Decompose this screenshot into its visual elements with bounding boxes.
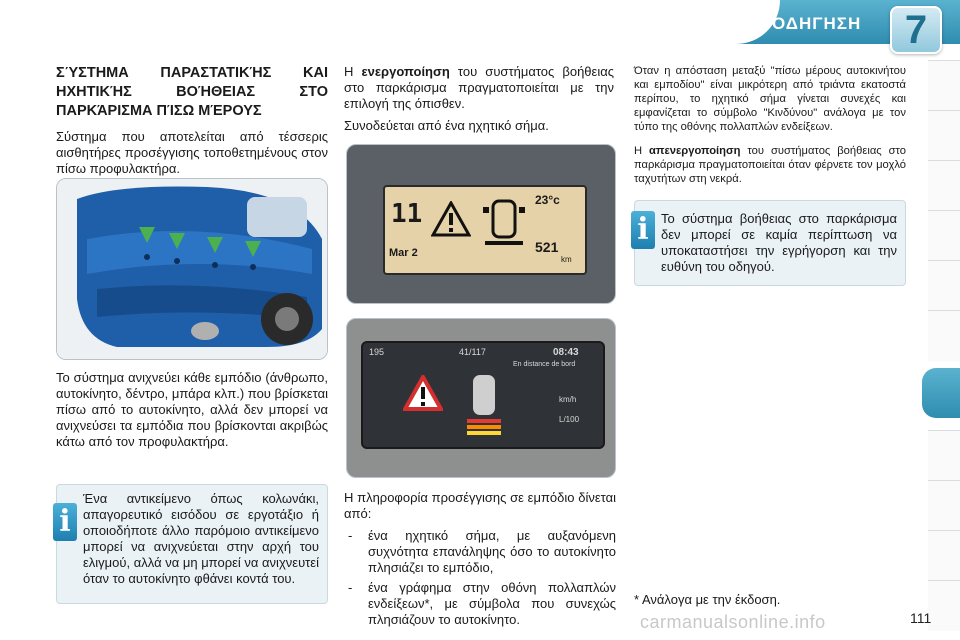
screen1-km-value: 521: [535, 239, 559, 255]
side-tab[interactable]: [928, 310, 960, 361]
chapter-title: ΟΔΗΓΗΣΗ: [772, 14, 862, 33]
chapter-side-tabs: [928, 60, 960, 620]
left-body: [56, 370, 328, 456]
side-tab[interactable]: [928, 160, 960, 211]
header-white-area: [0, 0, 780, 44]
multifunction-screen-2: [361, 341, 605, 449]
screen1-big-number: 11: [391, 199, 423, 229]
right-info-box: [634, 200, 906, 286]
display-photo-1: [346, 144, 616, 304]
screen2-left-value: 195: [369, 347, 385, 357]
screen2-caption: En distance de bord: [513, 361, 576, 368]
rear-bumper-photo: [56, 178, 328, 360]
side-tab[interactable]: [928, 60, 960, 111]
activation-prefix: Η: [344, 64, 362, 79]
side-tab[interactable]: [928, 210, 960, 261]
page-number: 111: [910, 610, 932, 626]
detection-paragraph: Το σύστημα ανιχνεύει κάθε εμπόδιο (άνθρωπο, αυτοκίνητο, δέντρο, μπάρα κλπ.) που βρίσκεται πίσω από το αυτοκίνητο, αλλά δεν μπορεί να ανιχνεύσει τα εμπόδια που βρίσκονται ακριβώς κάτω από τον προφυλακτήρα.: [56, 370, 328, 449]
screen1-temperature: 23°c: [535, 193, 560, 207]
screen2-time: 08:43: [553, 347, 579, 358]
footnote: * Ανάλογα με την έκδοση.: [634, 592, 781, 607]
activation-paragraph: [344, 64, 614, 112]
info-methods-list: [344, 528, 616, 628]
list-item: - ένα γράφημα στην οθόνη πολλαπλών ενδείξεων*, με σύμβολα που συνεχώς πλησιάζουν το αυτοκίνητο.: [344, 580, 616, 628]
screen2-l100: L/100: [559, 415, 580, 424]
danger-paragraph: Όταν η απόσταση μεταξύ "πίσω μέρους αυτοκινήτου και εμποδίου" είναι μικρότερη από τριάντα εκατοστά περίπου, το ηχητικό σήμα γίνεται συνεχές και εμφανίζεται το σύμβολο "Κινδύνου" ανάλογα με τον τύπο της οθόνης πολλαπλών ενδείξεων.: [634, 65, 906, 133]
side-tab[interactable]: [928, 260, 960, 311]
side-tab[interactable]: [928, 480, 960, 531]
deactivation-prefix: Η: [634, 145, 650, 157]
screen1-date: Mar 2: [389, 247, 418, 259]
deactivation-rest: του συστήματος βοήθειας στο παρκάρισμα πραγματοποιείται όταν φέρνετε τον μοχλό ταχυτήτων στη νεκρά.: [634, 145, 906, 185]
watermark: carmanualsonline.info: [640, 612, 826, 632]
middle-column: [344, 64, 614, 140]
screen2-kmh: km/h: [559, 395, 577, 404]
car-rear-illustration: [57, 179, 327, 359]
warning-triangle-icon: [431, 201, 471, 237]
chapter-number: 7: [890, 6, 942, 54]
list-item: - ένα ηχητικό σήμα, με αυξανόμενη συχνότητα επανάληψης όσο το αυτοκίνητο πλησιάζει το εμπόδιο,: [344, 528, 616, 576]
side-tab[interactable]: [928, 580, 960, 631]
activation-bold: ενεργοποίηση: [361, 64, 450, 79]
side-tab[interactable]: [928, 110, 960, 161]
info-icon: i: [631, 211, 655, 249]
accompanied-paragraph: Συνοδεύεται από ένα ηχητικό σήμα.: [344, 118, 549, 133]
deactivation-paragraph: [634, 144, 906, 186]
multifunction-screen-1: [383, 185, 587, 275]
activation-rest: του συστήματος βοήθειας στο παρκάρισμα πραγματοποιείται με την επιλογή της όπισθεν.: [344, 64, 615, 111]
info-intro-paragraph: Η πληροφορία προσέγγισης σε εμπόδιο δίνεται από:: [344, 490, 616, 521]
danger-triangle-icon: [403, 375, 443, 411]
display-photo-2: [346, 318, 616, 478]
info-text: Το σύστημα βοήθειας στο παρκάρισμα δεν μπορεί σε καμία περίπτωση να υποκαταστήσει την εγρήγορση και την ευθύνη του οδηγού.: [661, 211, 897, 274]
middle-lower: [344, 490, 616, 632]
side-tab[interactable]: [928, 430, 960, 481]
left-info-box: [56, 484, 328, 604]
parking-car-icon: [481, 197, 527, 247]
intro-paragraph: Σύστημα που αποτελείται από τέσσερις αισθητήρες προσέγγισης τοποθετημένους στον πίσω προφυλακτήρα.: [56, 129, 328, 176]
side-tab[interactable]: [928, 530, 960, 581]
screen2-mid-value: 41/117: [459, 347, 486, 357]
info-icon: i: [53, 503, 77, 541]
car-proximity-graphic: [459, 371, 509, 437]
side-tab-active[interactable]: [922, 368, 960, 418]
left-column: [56, 64, 328, 183]
section-heading: ΣΎΣΤΗΜΑ ΠΑΡΑΣΤΑΤΙΚΉΣ ΚΑΙ ΗΧΗΤΙΚΉΣ ΒΟΉΘΕΙΑΣ ΣΤΟ ΠΑΡΚΆΡΙΣΜΑ ΠΊΣΩ ΜΈΡΟΥΣ: [56, 65, 328, 119]
deactivation-bold: απενεργοποίηση: [649, 145, 741, 157]
screen1-km-unit: km: [561, 255, 572, 264]
info-text: Ένα αντικείμενο όπως κολωνάκι, απαγορευτικό εισόδου σε εργοτάξιο ή οποιοδήποτε άλλο παρόμοιο αντικείμενο μπορεί να ανιχνεύεται στην αρχή του ελιγμού, αλλά να μη μπορεί να ανιχνευτεί όταν το αυτοκίνητο φθάνει κοντά του.: [83, 491, 319, 586]
